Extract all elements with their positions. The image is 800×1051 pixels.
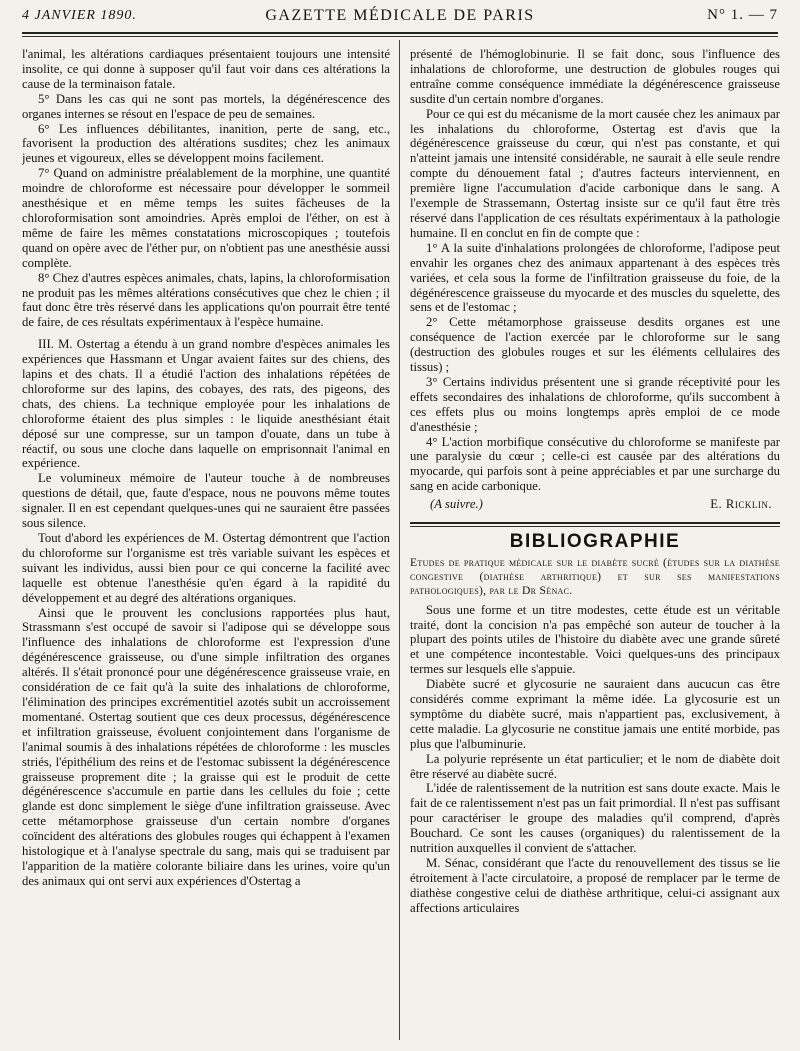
paragraph: Le volumineux mémoire de l'auteur touche à de nombreuses questions de détail, que, faute d'espace, nous ne pouvons même toutes signaler. Il en est cependant quelques-unes qui ne sauraient être passées sous silence. <box>22 471 390 531</box>
header-rule <box>22 32 778 34</box>
paragraph: L'idée de ralentissement de la nutrition est sans doute exacte. Mais le fait de ce ralentissement n'est pas un fait primordial. Il n'est pas suffisant pour caractériser le groupe des maladies qu'il comprend, d'après Bouchard. Ce sont les causes (organiques) du ralentissement de la nutrition auxquelles il convient de s'attacher. <box>410 781 780 856</box>
header-rule-thin <box>22 36 778 37</box>
article-signature <box>410 497 780 512</box>
paragraph: 5° Dans les cas qui ne sont pas mortels, la dégénérescence des organes internes se résout en l'espace de peu de semaines. <box>22 91 390 121</box>
paragraph: Ainsi que le prouvent les conclusions rapportées plus haut, Strassmann s'est occupé de savoir si l'adipose qui se développe sous l'influence des inhalations de chloroforme est l'expression d'une dégénérescence graisseuse, ou d'une simple infiltration des organes altérés. Il s'était prononcé pour une dégénérescence graisseuse vraie, en considération de ce fait qu'à la suite des inhalations de chloroforme, l'élimination des principes excrémentitiel azotés subit un accroissement momentané. Ostertag soutient que ces deux processus, dégénérescence et infiltration graisseuse, évoluent conjointement dans l'organisme de l'animal soumis à des inhalations répétées de chloroforme : les muscles striés, l'épithélium des reins et de l'estomac subissent la dégénérescence graisseuse proprement dite ; la graisse qui est le produit de cette dégénérescence s'accumule en partie dans les cellules du foie ; cette glande est donc simplement le siège d'une infiltration graisseuse. Avec cette métamorphose graisseuse d'un certain nombre d'organes coïncident des altérations des globules rouges qui échappent à l'examen histologique et à l'analyse spectrale du sang, mais qui se traduisent par l'apparition de la matière colorante biliaire dans les urines, voire qu'un des animaux qui ont servi aux expériences d'Ostertag a <box>22 605 390 888</box>
paragraph: Sous une forme et un titre modestes, cette étude est un véritable traité, dont la concision n'a pas empêché son auteur de toucher à la plupart des points utiles de l'histoire du diabète avec une grande sûreté et une compétence incontestable. Voici quelques-uns des principaux termes sur lesquels elle s'appuie. <box>410 602 780 677</box>
paragraph: Pour ce qui est du mécanisme de la mort causée chez les animaux par les inhalations du chloroforme, Ostertag est d'avis que la dégénérescence graisseuse du cœur, qui n'est pas constante, et qui n'atteint jamais une intensité considérable, ne saurait à elle seule rendre compte du dénouement fatal ; d'autres facteurs interviennent, en première ligne l'accumulation d'acide carbonique dans le sang. A l'exemple de Strassemann, Ostertag insiste sur ce qu'il faut être très réservé dans l'application de ces résultats expérimentaux à la pathologie humaine. Il en conclut en fin de compte que : <box>410 106 780 240</box>
section-rule <box>410 522 780 524</box>
paragraph: 2° Cette métamorphose graisseuse desdits organes est une conséquence de l'action exercée par le chloroforme sur le sang (destruction des globules rouges et sur les éléments cellulaires des tissus) ; <box>410 315 780 375</box>
column-divider <box>399 40 400 1040</box>
right-column <box>410 47 780 1042</box>
paragraph: La polyurie représente un état particulier; et le nom de diabète doit être réservé au diabète sucré. <box>410 751 780 781</box>
paragraph: 1° A la suite d'inhalations prolongées de chloroforme, l'adipose peut envahir les organes chez des animaux appartenant à des espèces très variées, et cela sous la forme de l'infiltration graisseuse du foie, de la dégénérescence graisseuse du myocarde et des muscles du squelette, des sens et de l'estomac ; <box>410 240 780 315</box>
paragraph: 8° Chez d'autres espèces animales, chats, lapins, la chloroformisation ne produit pas les mêmes altérations consécutives que chez le chien ; il faut donc être très réservé dans les applications qu'on pourrait être tenté de faire, de ces résultats expérimentaux à l'espèce humaine. <box>22 270 390 330</box>
paragraph: 7° Quand on administre préalablement de la morphine, une quantité moindre de chloroforme est nécessaire pour développer le sommeil anesthésique et en même temps les suites fâcheuses de la chloroformisation sont amoindries. Après emploi de l'éther, on est à même de faire les mêmes constatations microscopiques ; toutefois quand on opère avec de l'éther pur, on n'obtient pas une anesthésie aussi complète. <box>22 166 390 270</box>
paragraph: 6° Les influences débilitantes, inanition, perte de sang, etc., favorisent la production des altérations susdites; chez les animaux jeunes et vigoureux, elles se développent moins facilement. <box>22 121 390 166</box>
book-title <box>410 556 780 599</box>
page-header <box>22 4 778 28</box>
paragraph: l'animal, les altérations cardiaques présentaient toujours une intensité insolite, ce qui donne à supposer qu'il faut voir dans ces altérations la cause de la terminaison fatale. <box>22 47 390 91</box>
journal-title: GAZETTE MÉDICALE DE PARIS <box>265 7 535 24</box>
book-title-text: Etudes de pratique médicale sur le diabète sucré (études sur la diathèse congestive (diathèse arthritique) et sur ses manifestations pathologiques), par le Dr Sénac. <box>410 556 780 598</box>
issue-number: N° 1. — 7 <box>707 7 778 23</box>
bibliography-heading: BIBLIOGRAPHIE <box>509 531 681 553</box>
to-be-continued: (A suivre.) <box>430 497 483 512</box>
paragraph: 4° L'action morbifique consécutive du chloroforme se manifeste par une paralysie du cœur ; celle-ci est causée par des altérations du myocarde, qui parfois sont à peine appréciables et par une surcharge du sang en acide carbonique. <box>410 434 780 494</box>
paragraph: III. M. Ostertag a étendu à un grand nombre d'espèces animales les expériences que Hassmann et Ungar avaient faites sur des chiens, des lapins et des chats. Il a étudié l'action des inhalations répétées de chloroforme sur des lapins, des cobayes, des rats, des pigeons, des chats, des chiens. La technique employée pour les inhalations de chloroforme étaient des plus simples : le liquide anesthésiant était déposé sur une compresse, sur un tampon d'ouate, dans un tube à réactif, ou sous une cloche dans laquelle on emprisonnait l'animal en expérience. <box>22 337 390 471</box>
left-column <box>22 47 390 1042</box>
paragraph: Tout d'abord les expériences de M. Ostertag démontrent que l'action du chloroforme sur l'organisme est très variable suivant les espèces et suivant les individus, aussi bien pour ce qui concerne la facilité avec laquelle est obtenue l'anesthésie qu'en égard à la rapidité du développement et au degré des altérations organiques. <box>22 531 390 605</box>
paragraph: M. Sénac, considérant que l'acte du renouvellement des tissus se lie étroitement à l'acte circulatoire, a proposé de remplacer par le terme de diathèse congestive celui de diathèse arthritique, celui-ci assignant aux affections articulaires <box>410 856 780 915</box>
author-name: E. Ricklin. <box>710 497 772 512</box>
issue-date: 4 JANVIER 1890. <box>22 8 137 23</box>
paragraph: Diabète sucré et glycosurie ne sauraient dans aucucun cas être considérés comme exprimant la même idée. La glycosurie est un symptôme du diabète sucré, mais n'appartient pas, exclusivement, à cette maladie. La glycosurie ne constitue jamais une entité morbide, pas plus que l'albuminurie. <box>410 677 780 751</box>
section-rule-thin <box>410 526 780 527</box>
paragraph: 3° Certains individus présentent une si grande réceptivité pour les effets secondaires des inhalations de chloroforme, qu'ils succombent à ces effets plus ou moins longtemps après emploi de ce mode d'anesthésie ; <box>410 374 780 434</box>
paragraph: présenté de l'hémoglobinurie. Il se fait donc, sous l'influence des inhalations de chloroforme, une destruction de globules rouges qui entraîne comme conséquence immédiate la dégénérescence graisseuse susdite d'un certain nombre d'organes. <box>410 47 780 106</box>
